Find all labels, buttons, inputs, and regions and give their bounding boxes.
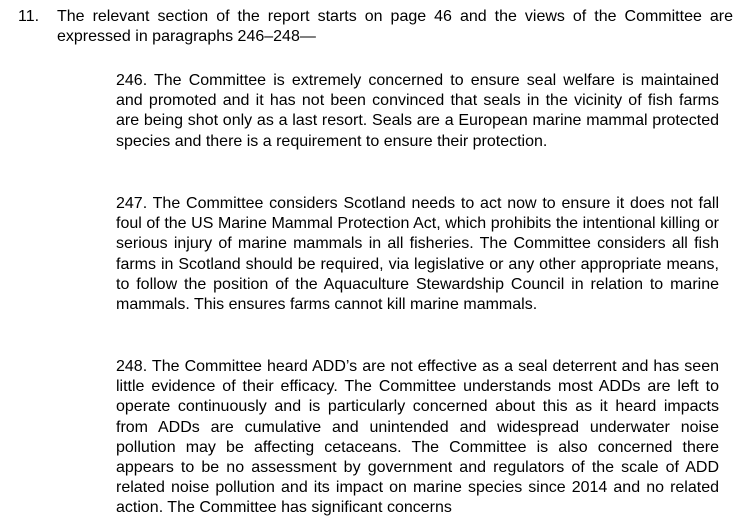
numbered-paragraph-11 bbox=[18, 7, 733, 47]
quoted-paragraph-248: 248. The Committee heard ADD’s are not effective as a seal deterrent and has seen little evidence of their efficacy. The Committee understands most ADDs are left to operate continuously and is particularly concerned about this as it heard impacts from ADDs are cumulative and unintended and widespread underwater noise pollution may be affecting cetaceans. The Committee is also concerned there appears to be no assessment by government and regulators of the scale of ADD related noise pollution and its impact on marine species since 2014 and no related action. The Committee has significant concerns bbox=[116, 358, 719, 517]
quoted-paragraph-246: 246. The Committee is extremely concerned to ensure seal welfare is maintained and promoted and it has not been convinced that seals in the vicinity of fish farms are being shot only as a last resort. Seals are a European marine mammal protected species and there is a requirement to ensure their protection. bbox=[116, 72, 719, 150]
quoted-paragraph-247: 247. The Committee considers Scotland needs to act now to ensure it does not fall foul of the US Marine Mammal Protection Act, which prohibits the intentional killing or serious injury of marine mammals in all fisheries. The Committee considers all fish farms in Scotland should be required, via legislative or any other appropriate means, to follow the position of the Aquaculture Stewardship Council in relation to marine mammals. This ensures farms cannot kill marine mammals. bbox=[116, 195, 719, 314]
paragraph-number: 11. bbox=[18, 8, 40, 25]
paragraph-text: The relevant section of the report starts on page 46 and the views of the Committee are expressed in paragraphs 246–248— bbox=[57, 8, 733, 46]
